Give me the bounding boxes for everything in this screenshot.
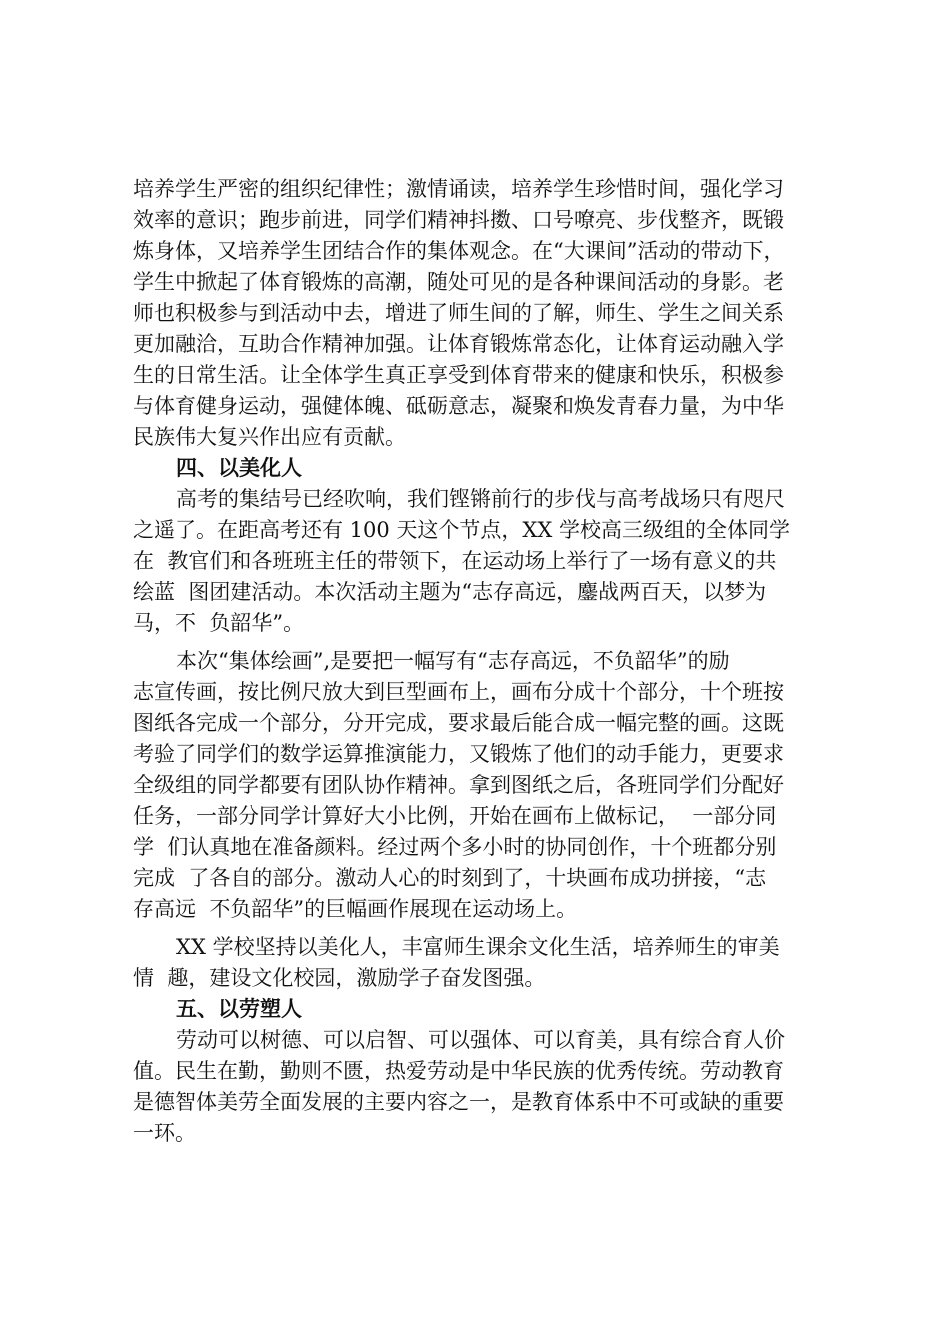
paragraph-line: 劳动可以树德、可以启智、可以强体、可以育美，具有综合育人价 (176, 1028, 785, 1052)
paragraph-line: 完成 了各自的部分。激动人心的时刻到了，十块画布成功拼接，“志 (133, 866, 767, 890)
paragraph-line: 志宣传画，按比例尺放大到巨型画布上，画布分成十个部分，十个班按 (133, 680, 784, 704)
paragraph-line: 培养学生严密的组织纪律性；激情诵读，培养学生珍惜时间，强化学习 (133, 177, 784, 201)
paragraph-line: 学 们认真地在准备颜料。经过两个多小时的协同创作，十个班都分别 (133, 835, 777, 859)
paragraph-line: 存高远 不负韶华”的巨幅画作展现在运动场上。 (133, 897, 578, 921)
paragraph-line: 绘蓝 图团建活动。本次活动主题为“志存高远，鏖战两百天，以梦为 (133, 580, 767, 604)
section-heading: 五、以劳塑人 (176, 996, 302, 1021)
paragraph-line: 生的日常生活。让全体学生真正享受到体育带来的健康和快乐，积极参 (133, 363, 784, 387)
paragraph-line: 全级组的同学都要有团队协作精神。拿到图纸之后，各班同学们分配好 (133, 773, 784, 797)
paragraph-line: XX 学校坚持以美化人，丰富师生课余文化生活，培养师生的审美 (176, 935, 780, 959)
paragraph-line: 师也积极参与到活动中去，增进了师生间的了解，师生、学生之间关系 (133, 301, 784, 325)
paragraph-line: 与体育健身运动，强健体魄、砥砺意志，凝聚和焕发青春力量，为中华 (133, 394, 784, 418)
paragraph-line: 马，不 负韶华”。 (133, 611, 305, 635)
paragraph-line: 本次“集体绘画”,是要把一幅写有“志存高远，不负韶华”的励 (176, 649, 730, 673)
paragraph-line: 任务，一部分同学计算好大小比例，开始在画布上做标记， 一部分同 (133, 804, 777, 828)
paragraph-line: 情 趣，建设文化校园，激励学子奋发图强。 (133, 966, 546, 990)
paragraph-line: 民族伟大复兴作出应有贡献。 (133, 425, 406, 449)
paragraph-line: 之遥了。在距高考还有 100 天这个节点，XX 学校高三级组的全体同学 (133, 518, 791, 542)
paragraph-line: 在 教官们和各班班主任的带领下，在运动场上举行了一场有意义的共 (133, 549, 777, 573)
paragraph-line: 考验了同学们的数学运算推演能力，又锻炼了他们的动手能力，更要求 (133, 742, 784, 766)
paragraph-line: 效率的意识；跑步前进，同学们精神抖擞、口号嘹亮、步伐整齐，既锻 (133, 208, 784, 232)
paragraph-line: 图纸各完成一个部分，分开完成，要求最后能合成一幅完整的画。这既 (133, 711, 784, 735)
paragraph-line: 值。民生在勤，勤则不匮，热爱劳动是中华民族的优秀传统。劳动教育 (133, 1059, 784, 1083)
paragraph-line: 更加融洽，互助合作精神加强。让体育锻炼常态化，让体育运动融入学 (133, 332, 784, 356)
paragraph-line: 炼身体，又培养学生团结合作的集体观念。在“大课间”活动的带动下， (133, 239, 785, 263)
paragraph-line: 学生中掀起了体育锻炼的高潮，随处可见的是各种课间活动的身影。老 (133, 270, 784, 294)
paragraph-line: 一环。 (133, 1121, 196, 1145)
section-heading: 四、以美化人 (176, 455, 302, 480)
paragraph-line: 是德智体美劳全面发展的主要内容之一，是教育体系中不可或缺的重要 (133, 1090, 784, 1114)
paragraph-line: 高考的集结号已经吹响，我们铿锵前行的步伐与高考战场只有咫尺 (176, 487, 785, 511)
